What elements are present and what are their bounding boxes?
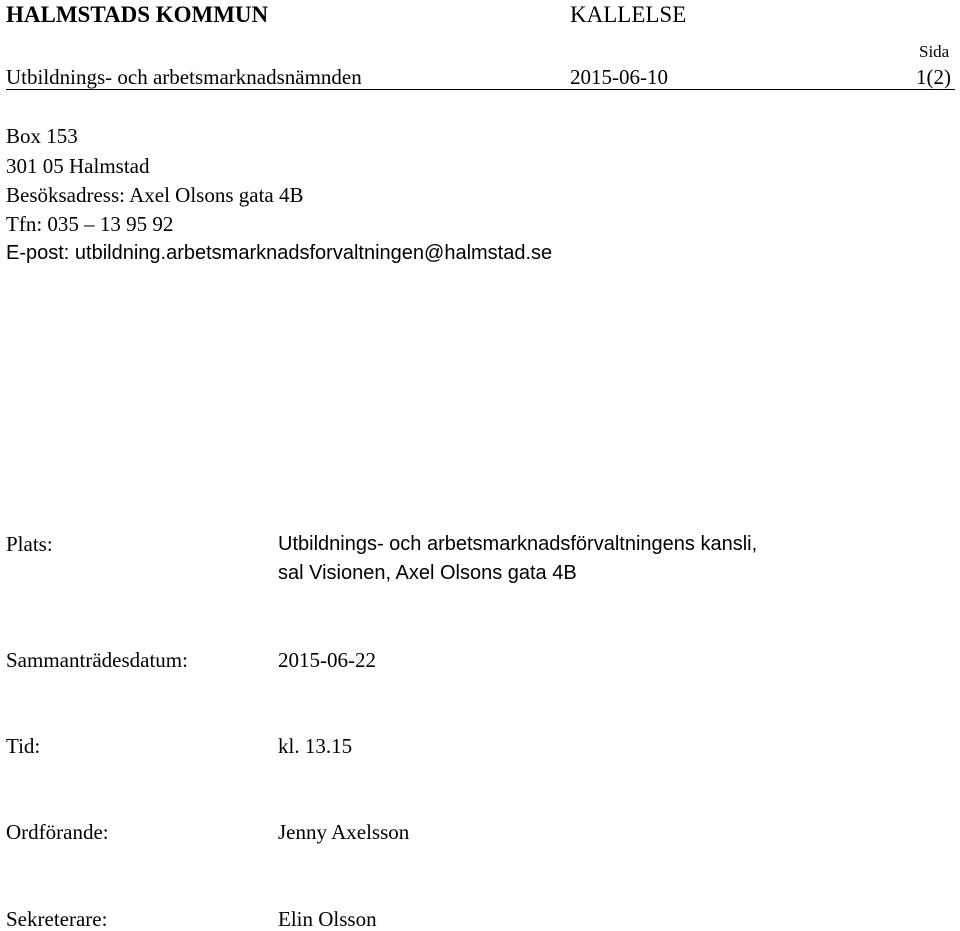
document-date: 2015-06-10 <box>570 65 668 89</box>
chair-label: Ordförande: <box>6 820 109 844</box>
document-type: KALLELSE <box>570 2 687 27</box>
address-box: Box 153 <box>6 124 78 148</box>
meeting-date-label: Sammanträdesdatum: <box>6 648 188 672</box>
secretary-value: Elin Olsson <box>278 907 377 931</box>
page-label: Sida <box>919 42 950 61</box>
address-email: E-post: utbildning.arbetsmarknadsforvaltningen@halmstad.se <box>6 242 553 264</box>
place-label: Plats: <box>6 532 53 556</box>
time-value: kl. 13.15 <box>278 734 353 758</box>
address-phone: Tfn: 035 – 13 95 92 <box>6 212 174 236</box>
secretary-label: Sekreterare: <box>6 907 108 931</box>
time-label: Tid: <box>6 734 41 758</box>
address-visit: Besöksadress: Axel Olsons gata 4B <box>6 183 304 207</box>
place-line-2: sal Visionen, Axel Olsons gata 4B <box>278 562 577 584</box>
chair-value: Jenny Axelsson <box>278 820 410 844</box>
place-line-1: Utbildnings- och arbetsmarknadsförvaltningens kansli, <box>278 533 758 555</box>
page-number: 1(2) <box>916 65 951 89</box>
address-postal: 301 05 Halmstad <box>6 154 150 178</box>
meeting-date-value: 2015-06-22 <box>278 648 376 672</box>
committee-name: Utbildnings- och arbetsmarknadsnämnden <box>6 65 362 89</box>
header-divider <box>6 89 955 90</box>
organization-name: HALMSTADS KOMMUN <box>6 2 269 27</box>
